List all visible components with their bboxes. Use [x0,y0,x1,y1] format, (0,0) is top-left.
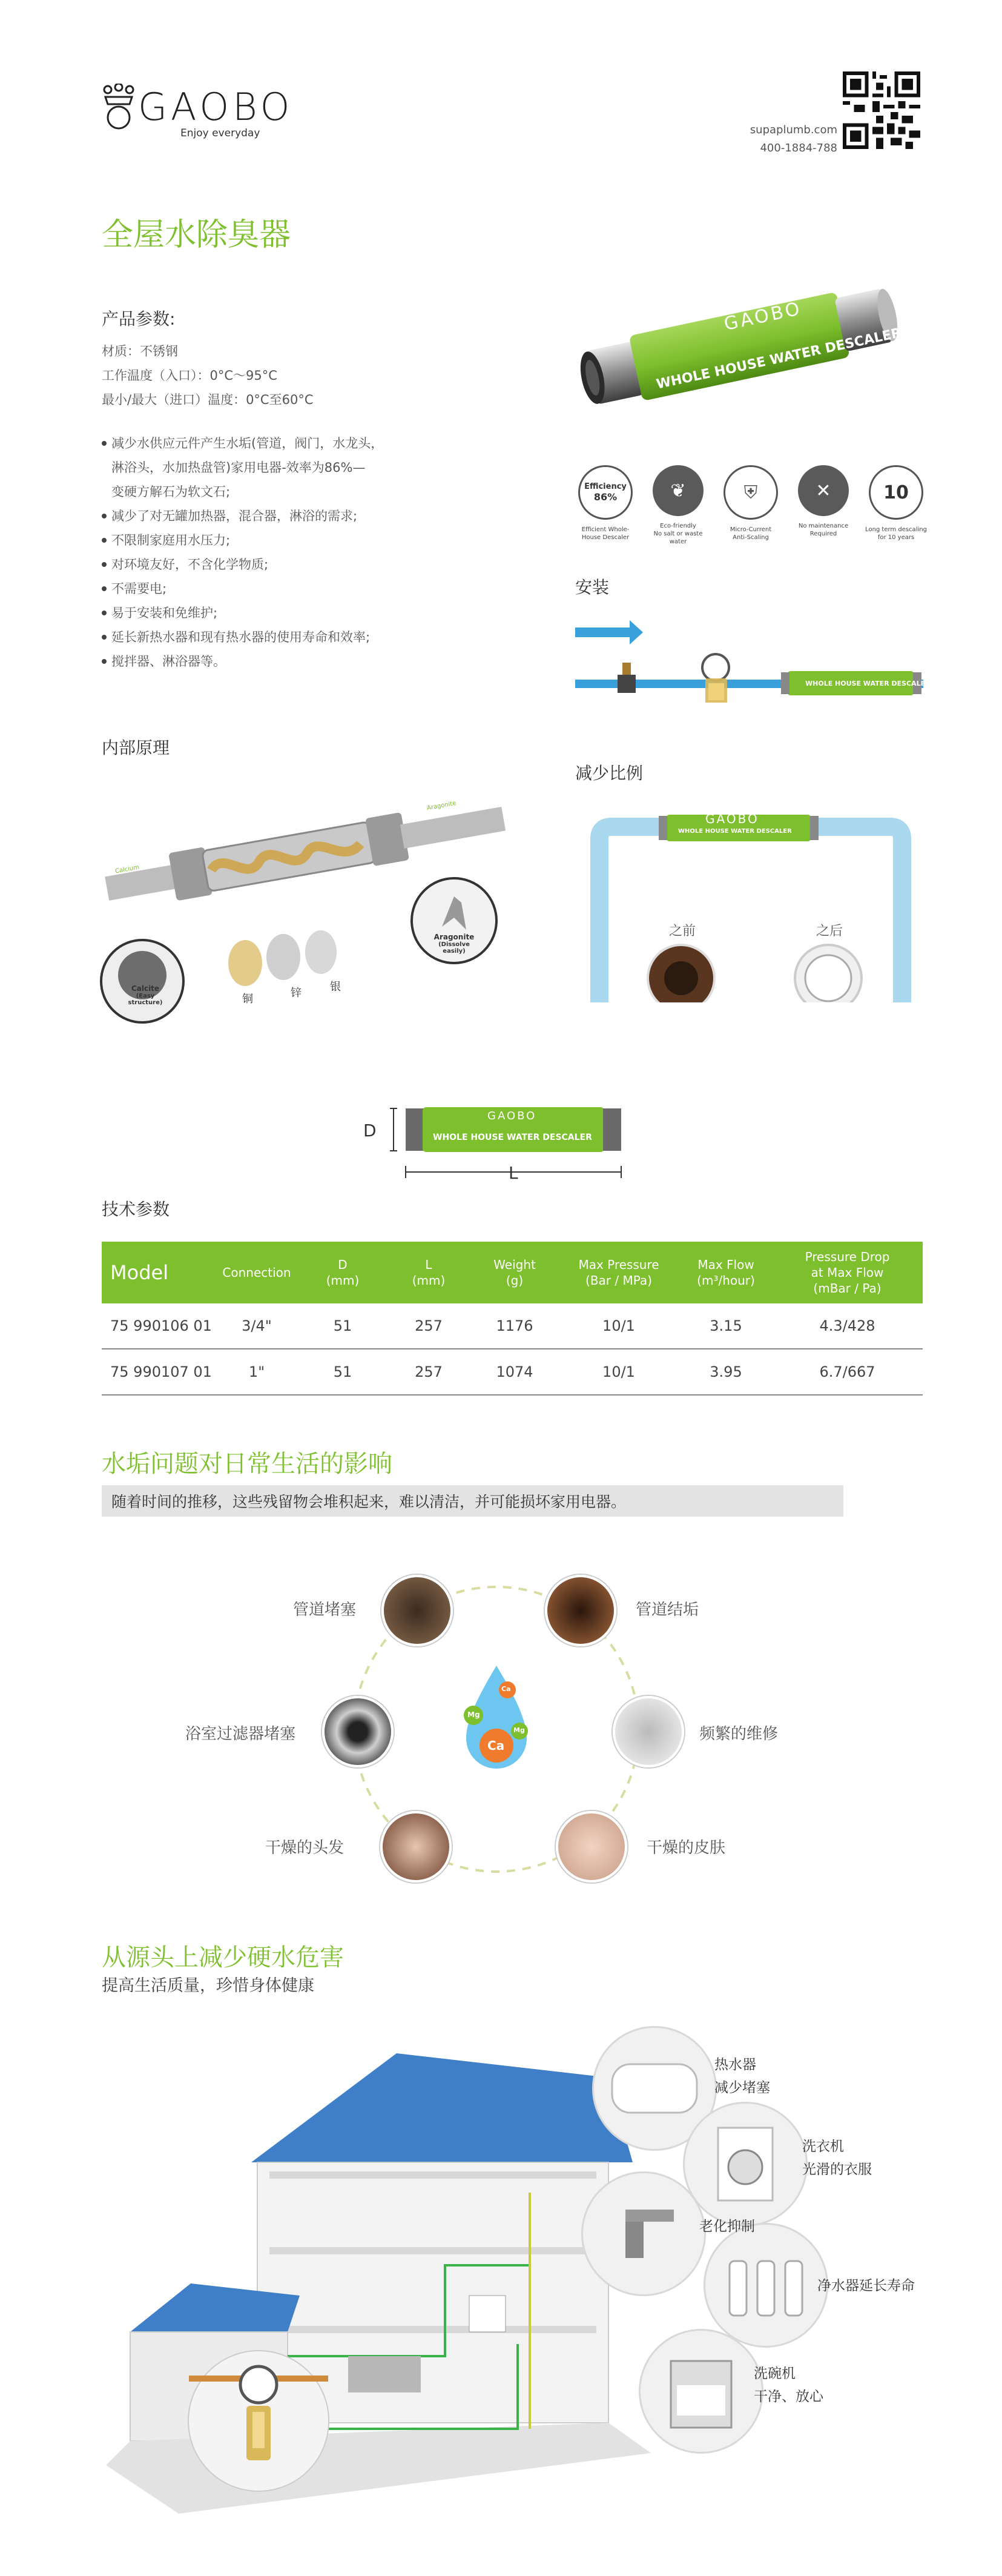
crown-icon [102,84,136,131]
col-l: L (mm) [386,1242,472,1303]
dimension-diagram [363,1102,666,1187]
col-weight: Weight (g) [472,1242,558,1303]
shower-filter-photo [322,1696,394,1767]
pipe-label-left: Calcium [114,864,140,875]
hero-brand: GAOBO [722,297,804,336]
appliance-washing-machine: 洗衣机 光滑的衣服 [802,2139,872,2177]
badge-ten-years: 10 Long term descaling for 10 years [863,465,929,541]
cell-pressure-drop: 6.7/667 [772,1349,923,1395]
cell-connection: 3/4" [214,1303,300,1349]
cell-d: 51 [300,1303,386,1349]
ion-ca: Ca [487,1738,505,1753]
cell-weight: 1176 [472,1303,558,1349]
col-max-pressure: Max Pressure (Bar / MPa) [558,1242,680,1303]
appliance-water-purifier: 净水器延长寿命 [817,2278,915,2294]
feature-item-cont: 淋浴头，水加热盘管)家用电器-效率为86%— [111,460,366,475]
table-row [102,1303,923,1349]
cell-d: 51 [300,1349,386,1395]
metal-zinc-label: 锌 [291,987,302,999]
principle-diagram [91,781,515,1036]
col-model: Model [102,1242,214,1303]
badge-micro-current: ⛨ Micro-Current Anti-Scaling [717,465,784,541]
phone-number: 400-1884-788 [760,142,837,154]
pipe-block-photo [381,1575,453,1646]
install-diagram [575,612,931,703]
reduction-diagram [587,803,914,1002]
source-title: 从源头上减少硬水危害 [102,1944,344,1972]
ion-mg-2: Mg [513,1726,525,1734]
pipe-label-right: Aragonite [426,800,457,812]
feature-item: 不需要电; [102,577,383,601]
table-row [102,1349,923,1395]
gauge-icon [240,2366,277,2403]
brand-logo [102,79,308,145]
cell-model: 75 990106 01 [102,1303,214,1349]
param-working-temp: 工作温度（入口）：0°C～95°C [102,368,277,383]
pressure-gauge-icon [702,654,729,681]
hard-water-title: 水垢问题对日常生活的影响 [102,1450,392,1478]
cell-connection: 1" [214,1349,300,1395]
cell-l: 257 [386,1349,472,1395]
aragonite-label: Aragonite (Dissolve easily) [433,933,475,955]
feature-item: 减少水供应元件产生水垢(管道，阀门，水龙头， [102,431,383,455]
principle-heading: 内部原理 [102,738,170,758]
feature-item: 对环境友好，不含化学物质; [102,552,383,577]
badge-no-maintenance: ✕ No maintenance Required [790,465,857,538]
ion-ca-2: Ca [501,1685,511,1693]
impact-pipe-block: 管道堵塞 [293,1601,357,1619]
metal-copper-label: 铜 [242,993,253,1005]
impact-pipe-scale: 管道结垢 [636,1601,699,1619]
repair-photo [613,1696,684,1767]
table-header-row [102,1242,923,1303]
hero-product-name: WHOLE HOUSE WATER DESCALER [654,325,903,392]
col-max-flow: Max Flow (m³/hour) [680,1242,772,1303]
hard-water-subtitle: 随着时间的推移，这些残留物会堆积起来，难以清洁，并可能损坏家用电器。 [111,1493,627,1511]
pipe-scale-photo [545,1575,616,1646]
cell-weight: 1074 [472,1349,558,1395]
efficiency-icon: Efficiency 86% [578,465,633,520]
cell-max-flow: 3.95 [680,1349,772,1395]
calcite-label: Calcite (Easy structure) [128,984,163,1006]
faucet-circle [581,2171,706,2296]
impact-shower-filter: 浴室过滤器堵塞 [185,1725,296,1743]
impact-repair: 频繁的维修 [699,1725,779,1743]
reduction-brand: GAOBO [705,812,759,826]
contact-info [750,121,837,157]
qr-code-icon [843,71,920,149]
dishwasher-circle [639,2329,763,2454]
badge-efficiency: Efficiency 86% Efficient Whole- House Descaler [572,465,639,541]
cell-pressure-drop: 4.3/428 [772,1303,923,1349]
install-heading: 安装 [575,577,610,597]
metal-silver-label: 银 [330,981,341,993]
dimension-d-label: D [363,1121,377,1141]
feature-item: 不限制家庭用水压力; [102,528,383,552]
cell-max-flow: 3.15 [680,1303,772,1349]
col-connection: Connection [214,1242,300,1303]
page-title: 全屋水除臭器 [102,217,291,253]
cell-l: 257 [386,1303,472,1349]
brand-tagline: Enjoy everyday [180,127,260,139]
params-heading: 产品参数: [102,309,176,329]
install-product-label: WHOLE HOUSE WATER DESCALER [805,680,931,687]
dimension-l-label: L [509,1163,518,1183]
appliance-aging-inhibition: 老化抑制 [699,2219,755,2234]
product-hero-image [575,260,914,424]
spec-table [102,1242,923,1396]
tech-heading: 技术参数 [102,1199,170,1219]
dimension-brand: GAOBO [487,1110,537,1122]
flow-arrow-icon [575,620,643,644]
brand-name: GAOBO [138,85,294,129]
reduction-heading: 减少比例 [575,763,644,783]
param-inlet-temp: 最小/最大（进口）温度：0°C至60°C [102,392,314,407]
feature-item-cont: 变硬方解石为软文石; [111,485,231,499]
impact-dry-skin: 干燥的皮肤 [647,1839,726,1857]
water-purifier-icon [730,2261,747,2316]
website-link[interactable]: supaplumb.com [750,124,837,136]
feature-item: 减少了对无罐加热器，混合器，淋浴的需求; [102,504,383,528]
dry-hair-photo [380,1811,452,1882]
filter-closeup [188,2350,329,2492]
impact-dry-hair: 干燥的头发 [265,1839,344,1857]
before-label: 之前 [669,924,696,939]
reduction-product-label: WHOLE HOUSE WATER DESCALER [678,828,792,835]
source-subtitle: 提高生活质量，珍惜身体健康 [102,1976,314,1995]
tools-icon: ✕ [798,465,849,516]
feature-badges [572,465,929,550]
feature-item: 搅拌器、淋浴器等。 [102,649,383,674]
dimension-product-label: WHOLE HOUSE WATER DESCALER [433,1133,592,1142]
appliance-dishwasher: 洗碗机 干净、放心 [754,2366,823,2405]
feature-list [102,431,383,674]
col-pressure-drop: Pressure Drop at Max Flow (mBar / Pa) [772,1242,923,1303]
badge-eco: ❦ Eco-friendly No salt or waste water [645,465,711,546]
cell-model: 75 990107 01 [102,1349,214,1395]
leaf-icon: ❦ [653,465,704,516]
params-list [102,339,313,412]
water-heater-icon [612,2064,697,2113]
appliance-water-heater: 热水器 减少堵塞 [714,2057,770,2096]
ion-mg: Mg [467,1710,480,1719]
param-material: 材质：不锈钢 [102,344,178,359]
after-label: 之后 [816,924,843,939]
feature-item: 延长新热水器和现有热水器的使用寿命和效率; [102,625,383,649]
feature-item: 易于安装和免维护; [102,601,383,625]
water-purifier-circle [704,2223,828,2348]
ten-years-icon: 10 [869,465,923,520]
shield-icon: ⛨ [723,465,778,520]
cell-max-pressure: 10/1 [558,1349,680,1395]
dry-skin-photo [556,1811,627,1882]
col-d: D (mm) [300,1242,386,1303]
cell-max-pressure: 10/1 [558,1303,680,1349]
